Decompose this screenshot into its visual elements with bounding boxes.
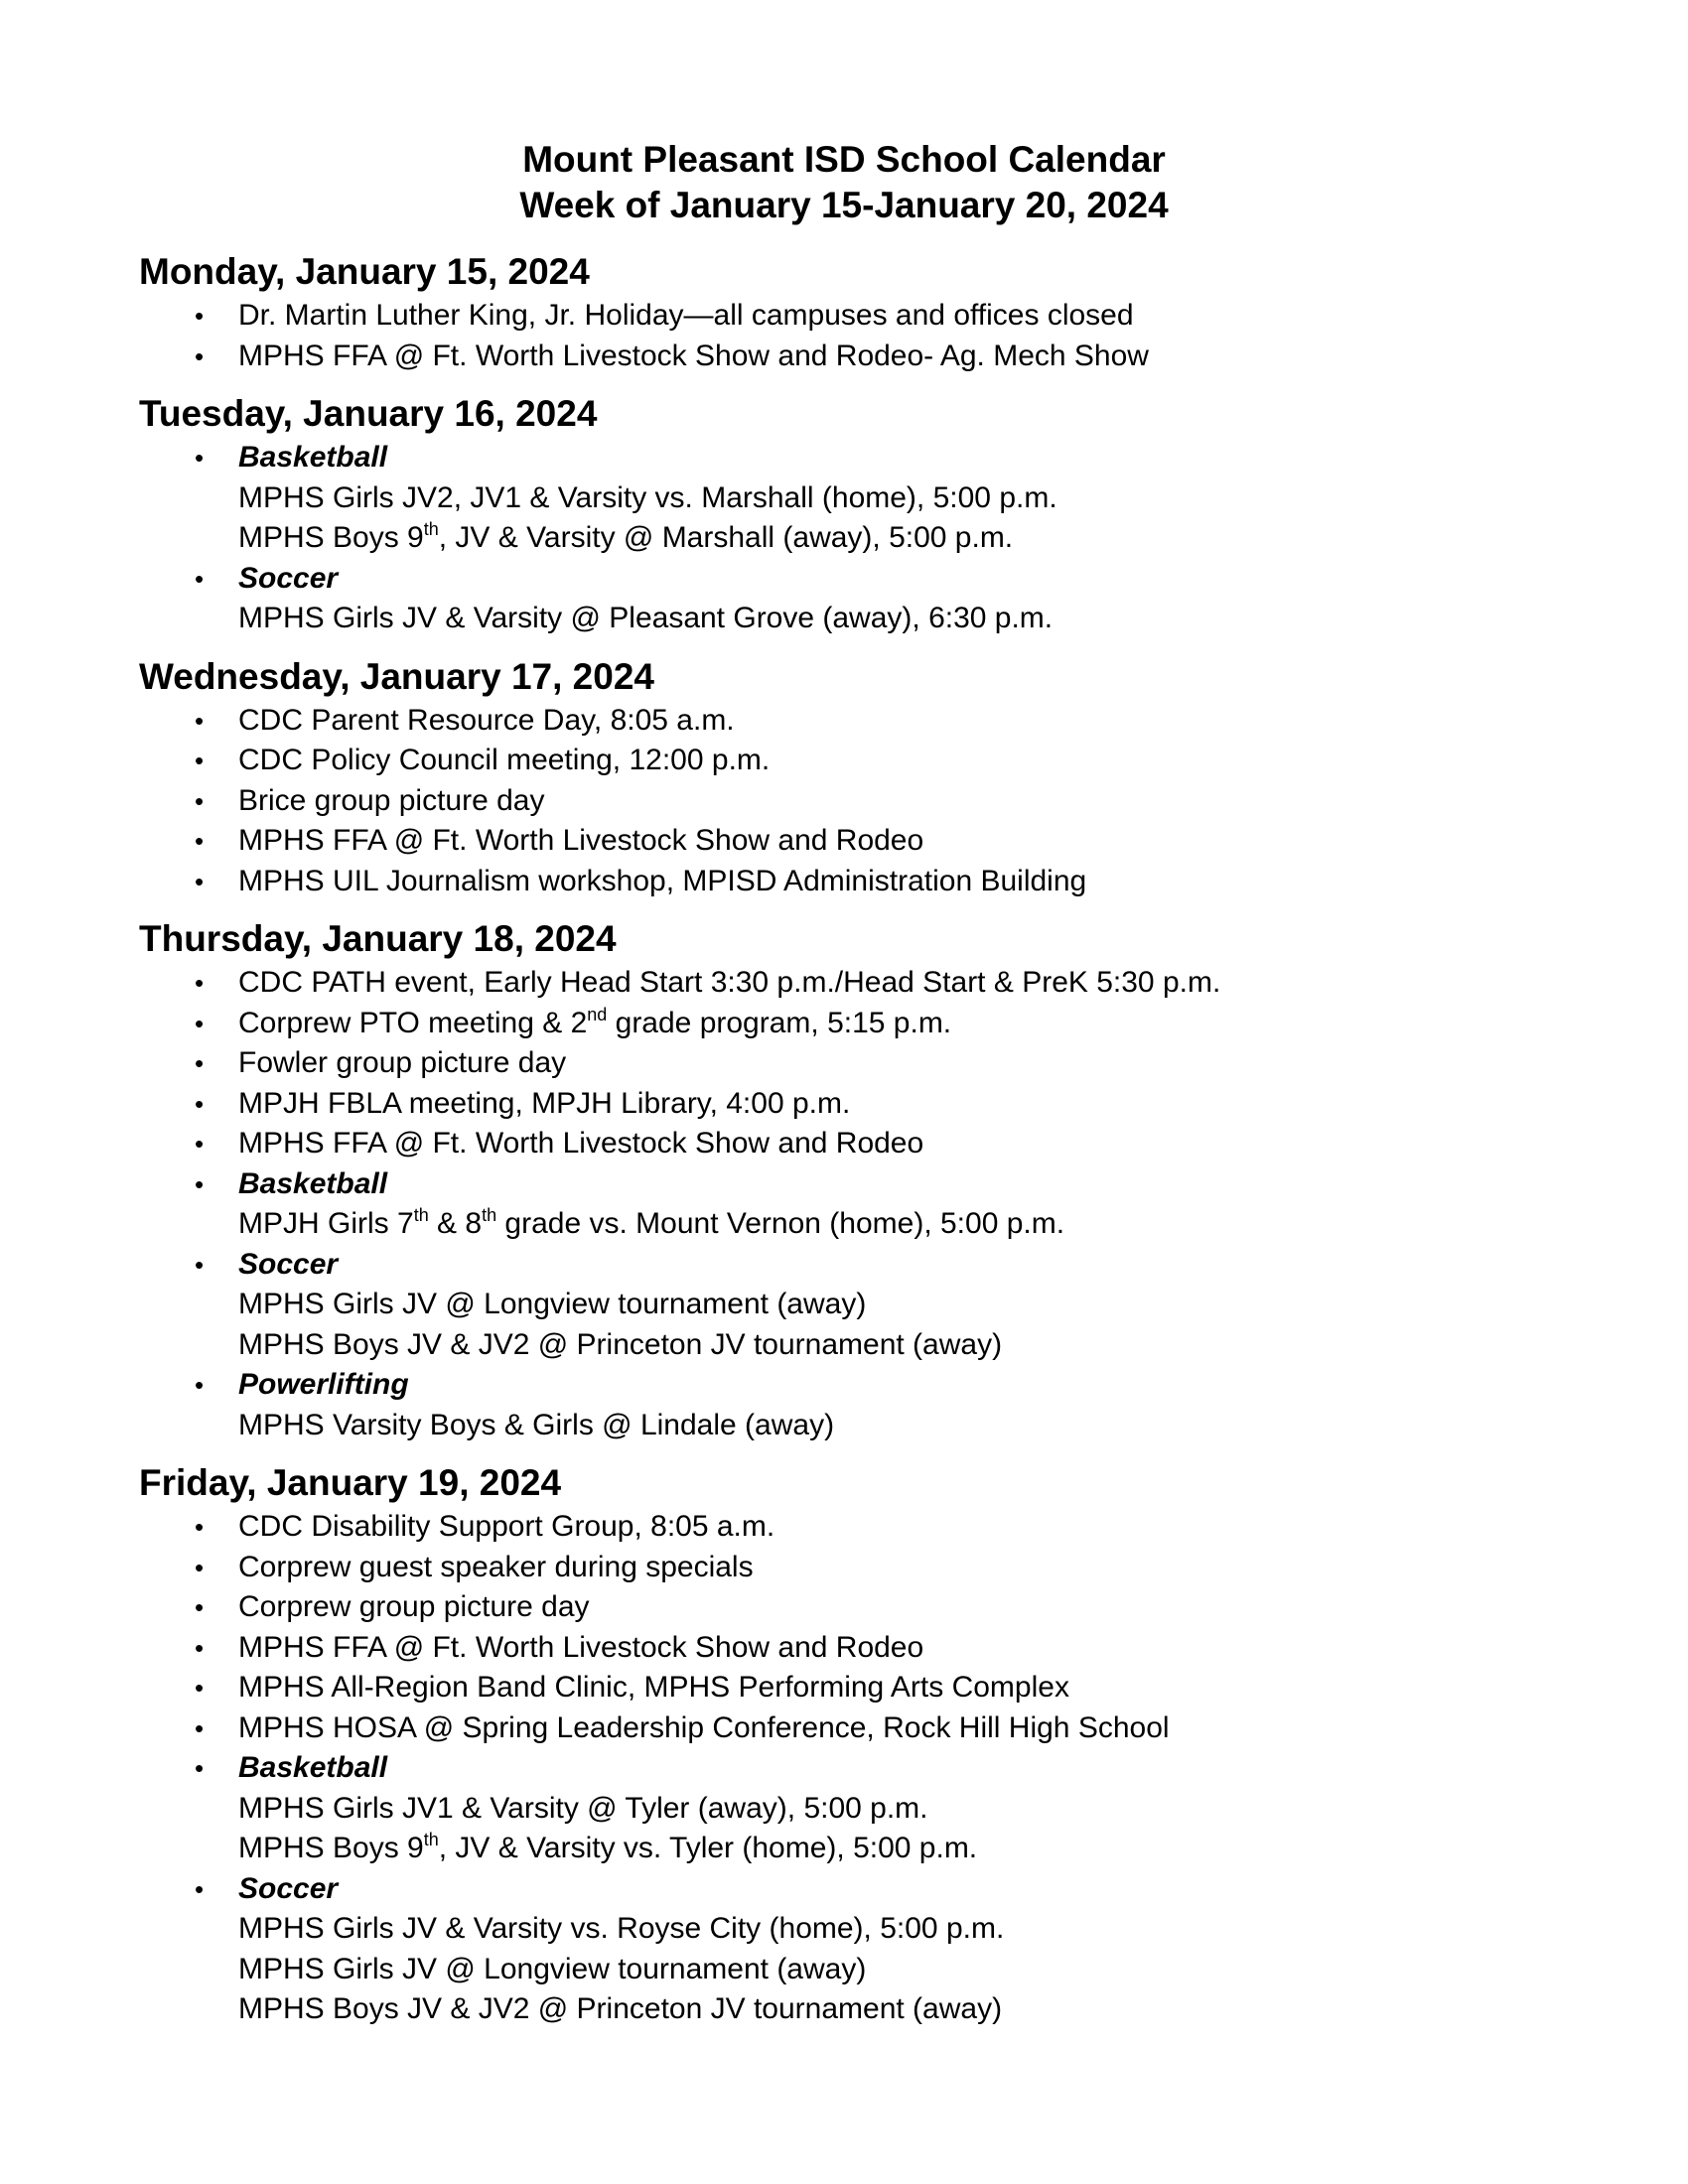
category-label: Soccer	[238, 1247, 339, 1281]
event-text	[238, 1004, 952, 1039]
event-detail-line	[238, 1829, 1628, 1869]
bullet-icon: •	[195, 1712, 205, 1743]
bullet-icon: •	[195, 1753, 205, 1783]
event-item	[139, 1084, 1628, 1125]
text-run: MPHS Boys 9	[238, 521, 424, 554]
event-item	[139, 1164, 1628, 1245]
event-list	[139, 963, 1628, 1445]
event-text: CDC Parent Resource Day, 8:05 a.m.	[238, 703, 735, 737]
category-label: Basketball	[238, 441, 388, 474]
category-label: Soccer	[238, 1871, 339, 1905]
event-detail-line	[238, 1950, 1628, 1990]
bullet-icon: •	[195, 1168, 205, 1199]
event-item	[139, 438, 1628, 559]
event-item	[139, 1507, 1628, 1548]
event-item	[139, 1748, 1628, 1869]
event-item	[139, 1668, 1628, 1708]
bullet-icon: •	[195, 1673, 205, 1703]
day-heading: Monday, January 15, 2024	[139, 251, 590, 292]
bullet-icon: •	[195, 1592, 205, 1622]
event-text: Corprew guest speaker during specials	[238, 1550, 754, 1583]
day-section	[139, 248, 1628, 376]
event-item	[139, 781, 1628, 822]
event-item	[139, 1365, 1628, 1445]
category-label: Powerlifting	[238, 1368, 409, 1401]
text-run: Corprew PTO meeting & 2	[238, 1006, 588, 1039]
event-detail-line	[238, 478, 1628, 519]
text-run: MPHS Boys JV & JV2 @ Princeton JV tournament (away)	[238, 1992, 1003, 2025]
bullet-icon: •	[195, 341, 205, 371]
day-section	[139, 653, 1628, 902]
day-heading: Tuesday, January 16, 2024	[139, 393, 598, 434]
event-text: MPHS HOSA @ Spring Leadership Conference, Rock Hill High School	[238, 1710, 1170, 1744]
bullet-icon: •	[195, 1370, 205, 1400]
event-item	[139, 1124, 1628, 1164]
event-item	[139, 862, 1628, 902]
day-section	[139, 1459, 1628, 2030]
bullet-icon: •	[195, 1088, 205, 1119]
event-text: CDC PATH event, Early Head Start 3:30 p.m./Head Start & PreK 5:30 p.m.	[238, 966, 1221, 999]
bullet-icon: •	[195, 1129, 205, 1159]
title-line-1: Mount Pleasant ISD School Calendar	[522, 139, 1166, 180]
superscript: th	[413, 1205, 429, 1225]
event-text: MPHS FFA @ Ft. Worth Livestock Show and Rodeo	[238, 1127, 924, 1160]
text-run: MPHS Boys JV & JV2 @ Princeton JV tournament (away)	[238, 1327, 1003, 1361]
text-run: MPHS Girls JV & Varsity @ Pleasant Grove (away), 6:30 p.m.	[238, 602, 1054, 634]
text-run: & 8	[428, 1207, 483, 1240]
text-run: MPHS Girls JV @ Longview tournament (away)	[238, 1952, 867, 1985]
bullet-icon: •	[195, 443, 205, 473]
event-item	[139, 1548, 1628, 1588]
bullet-icon: •	[195, 968, 205, 998]
text-run: MPHS Girls JV & Varsity vs. Royse City (home), 5:00 p.m.	[238, 1912, 1005, 1945]
event-item	[139, 1043, 1628, 1084]
event-text: Corprew group picture day	[238, 1590, 590, 1623]
day-section	[139, 915, 1628, 1445]
event-text: CDC Policy Council meeting, 12:00 p.m.	[238, 744, 771, 776]
calendar-days	[139, 248, 1628, 2044]
event-item	[139, 296, 1628, 337]
event-item	[139, 963, 1628, 1004]
event-list	[139, 438, 1628, 639]
event-detail-line	[238, 1989, 1628, 2030]
bullet-icon: •	[195, 1249, 205, 1280]
document-title	[0, 137, 1688, 228]
text-run: , JV & Varsity vs. Tyler (home), 5:00 p.m.	[438, 1832, 978, 1864]
text-run: MPHS Boys 9	[238, 1832, 424, 1864]
bullet-icon: •	[195, 1632, 205, 1663]
event-list	[139, 701, 1628, 902]
event-text: Dr. Martin Luther King, Jr. Holiday—all campuses and offices closed	[238, 299, 1134, 332]
category-label: Soccer	[238, 561, 339, 595]
event-text: Brice group picture day	[238, 783, 545, 817]
event-text: Fowler group picture day	[238, 1046, 567, 1079]
event-detail-line	[238, 518, 1628, 559]
event-list	[139, 296, 1628, 376]
event-detail-line	[238, 599, 1628, 639]
day-heading: Thursday, January 18, 2024	[139, 918, 617, 959]
bullet-icon: •	[195, 1008, 205, 1038]
event-text: MPHS FFA @ Ft. Worth Livestock Show and Rodeo	[238, 1630, 924, 1664]
category-label: Basketball	[238, 1166, 388, 1200]
text-run: grade program, 5:15 p.m.	[607, 1006, 952, 1039]
bullet-icon: •	[195, 301, 205, 331]
event-item	[139, 337, 1628, 377]
superscript: nd	[587, 1004, 608, 1024]
event-item	[139, 1869, 1628, 2030]
event-detail-line	[238, 1406, 1628, 1446]
event-item	[139, 559, 1628, 639]
event-text: MPHS FFA @ Ft. Worth Livestock Show and Rodeo- Ag. Mech Show	[238, 339, 1149, 372]
bullet-icon: •	[195, 563, 205, 594]
superscript: th	[482, 1205, 497, 1225]
event-item	[139, 821, 1628, 862]
superscript: th	[423, 519, 439, 539]
bullet-icon: •	[195, 866, 205, 896]
text-run: , JV & Varsity @ Marshall (away), 5:00 p.m.	[438, 521, 1014, 554]
event-detail-line	[238, 1204, 1628, 1245]
superscript: th	[423, 1830, 439, 1849]
event-item	[139, 1708, 1628, 1749]
day-section	[139, 390, 1628, 639]
day-heading: Friday, January 19, 2024	[139, 1462, 562, 1503]
event-detail-line	[238, 1909, 1628, 1950]
event-text: CDC Disability Support Group, 8:05 a.m.	[238, 1510, 775, 1543]
event-detail-line	[238, 1789, 1628, 1830]
bullet-icon: •	[195, 1552, 205, 1582]
event-item	[139, 701, 1628, 742]
event-item	[139, 1587, 1628, 1628]
text-run: MPJH Girls 7	[238, 1207, 414, 1240]
bullet-icon: •	[195, 826, 205, 856]
event-detail-line	[238, 1285, 1628, 1325]
event-item	[139, 741, 1628, 781]
event-detail-line	[238, 1325, 1628, 1366]
text-run: MPHS Girls JV @ Longview tournament (away)	[238, 1288, 867, 1320]
bullet-icon: •	[195, 1048, 205, 1078]
event-text: MPHS All-Region Band Clinic, MPHS Performing Arts Complex	[238, 1671, 1069, 1704]
bullet-icon: •	[195, 785, 205, 816]
bullet-icon: •	[195, 746, 205, 775]
bullet-icon: •	[195, 1873, 205, 1904]
text-run: MPHS Girls JV2, JV1 & Varsity vs. Marshall (home), 5:00 p.m.	[238, 480, 1057, 514]
event-text: MPJH FBLA meeting, MPJH Library, 4:00 p.m.	[238, 1086, 851, 1120]
event-list	[139, 1507, 1628, 2030]
event-text: MPHS UIL Journalism workshop, MPISD Administration Building	[238, 864, 1087, 897]
category-label: Basketball	[238, 1751, 388, 1784]
title-line-2: Week of January 15-January 20, 2024	[519, 185, 1169, 225]
event-item	[139, 1628, 1628, 1669]
event-item	[139, 1245, 1628, 1366]
text-run: grade vs. Mount Vernon (home), 5:00 p.m.	[496, 1207, 1065, 1240]
text-run: MPHS Varsity Boys & Girls @ Lindale (away)	[238, 1408, 835, 1441]
bullet-icon: •	[195, 705, 205, 736]
event-item	[139, 1004, 1628, 1044]
bullet-icon: •	[195, 1512, 205, 1542]
text-run: MPHS Girls JV1 & Varsity @ Tyler (away), 5:00 p.m.	[238, 1791, 928, 1825]
event-text: MPHS FFA @ Ft. Worth Livestock Show and Rodeo	[238, 824, 924, 857]
day-heading: Wednesday, January 17, 2024	[139, 655, 654, 697]
